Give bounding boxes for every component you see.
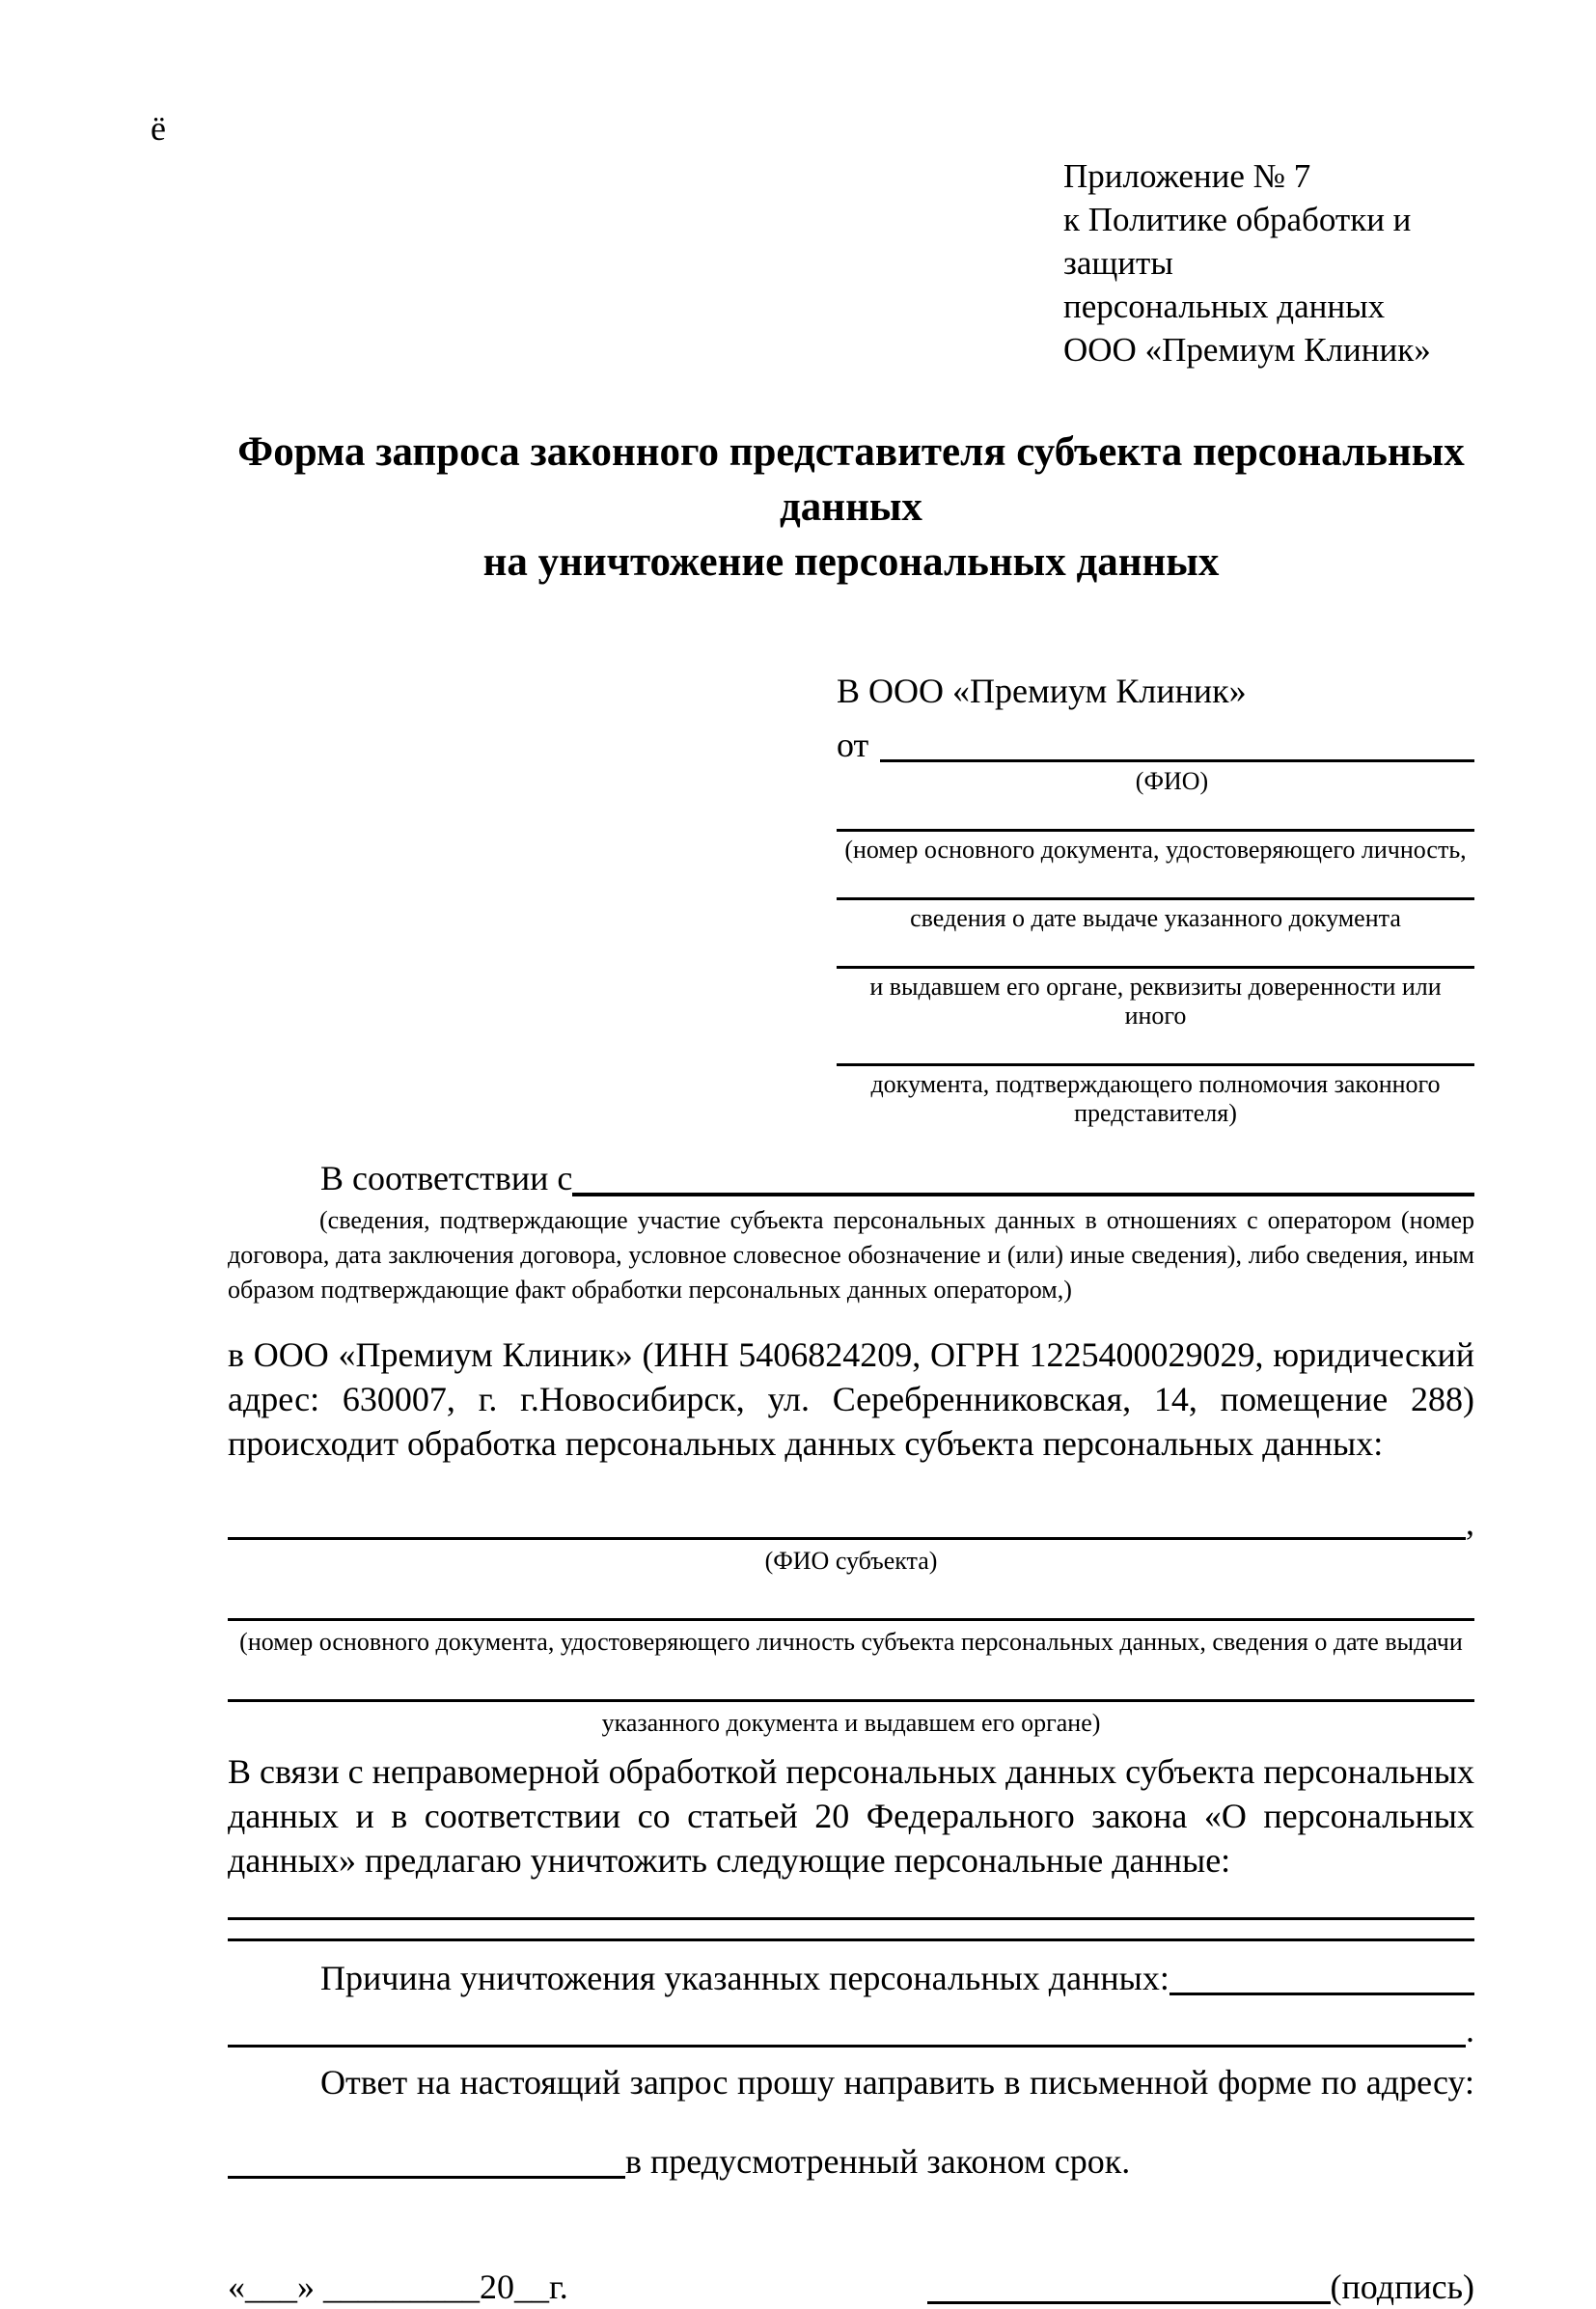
appendix-line-1: Приложение № 7 bbox=[1063, 157, 1311, 195]
representative-doc-caption-2: сведения о дате выдаче указанного документа bbox=[910, 904, 1401, 932]
signature-input-line[interactable] bbox=[927, 2265, 1331, 2304]
signature-caption: (подпись) bbox=[1330, 2268, 1474, 2306]
representative-doc-input-line-1[interactable] bbox=[837, 829, 1474, 832]
representative-doc-caption-3: и выдавшем его органе, реквизиты доверенности или иного bbox=[869, 973, 1442, 1030]
subject-trailing-comma: , bbox=[1466, 1503, 1474, 1542]
reason-lead: Причина уничтожения указанных персональных данных: bbox=[320, 1959, 1169, 1997]
stray-letter: ё bbox=[151, 109, 166, 148]
subject-fio-line bbox=[228, 1500, 1474, 1545]
representative-doc-input-line-4[interactable] bbox=[837, 1063, 1474, 1066]
unlawful-processing-paragraph: В связи с неправомерной обработкой персональных данных субъекта персональных данных и в соответствии со статьей 20 Федерального закона «О персональных данных» предлагаю уничтожить следующие персональные данные: bbox=[228, 1752, 1474, 1880]
subject-doc-line-1 bbox=[228, 1618, 1474, 1626]
data-to-destroy-line-2 bbox=[228, 1938, 1474, 1946]
reason-trailing-period: . bbox=[1466, 2011, 1474, 2049]
paragraph-indent bbox=[228, 1956, 320, 2000]
signature-block bbox=[927, 2265, 1474, 2309]
subject-doc-caption-2: указанного документа и выдавшем его органе) bbox=[601, 1709, 1101, 1737]
representative-doc-field-4 bbox=[837, 1063, 1474, 1128]
answer-address-line bbox=[228, 2139, 1474, 2184]
data-to-destroy-line-1 bbox=[228, 1917, 1474, 1925]
subject-fio-input-line[interactable] bbox=[228, 1500, 1466, 1540]
appendix-header bbox=[1063, 0, 1474, 371]
representative-doc-field-1 bbox=[837, 829, 1474, 865]
data-to-destroy-input-line-2[interactable] bbox=[228, 1938, 1474, 1941]
answer-tail: в предусмотренный законом срок. bbox=[625, 2142, 1131, 2181]
reason-line bbox=[228, 1956, 1474, 2000]
page-content bbox=[228, 0, 1474, 2309]
appendix-line-4: ООО «Премиум Клиник» bbox=[1063, 331, 1431, 369]
subject-doc-input-line-1[interactable] bbox=[228, 1618, 1474, 1621]
appendix-line-2: к Политике обработки и защиты bbox=[1063, 201, 1412, 282]
title-line-2: на уничтожение персональных данных bbox=[482, 539, 1220, 585]
subject-doc-caption-1: (номер основного документа, удостоверяющего личность субъекта персональных данных, сведения о дате выдачи bbox=[239, 1628, 1463, 1656]
fio-caption: (ФИО) bbox=[1135, 767, 1209, 795]
from-label: от bbox=[837, 726, 869, 764]
representative-doc-field-2 bbox=[837, 897, 1474, 933]
subject-fio-caption: (ФИО субъекта) bbox=[764, 1547, 938, 1575]
from-line bbox=[837, 723, 1474, 767]
representative-doc-caption-1: (номер основного документа, удостоверяющего личность, bbox=[844, 836, 1467, 864]
reason-input-line-1[interactable] bbox=[1169, 1956, 1474, 1995]
reason-continuation-line bbox=[228, 2008, 1474, 2052]
footer bbox=[228, 2265, 1474, 2309]
accordance-input-line[interactable] bbox=[572, 1155, 1474, 1196]
representative-doc-input-line-2[interactable] bbox=[837, 897, 1474, 900]
representative-doc-field-3 bbox=[837, 966, 1474, 1031]
address-input-line[interactable] bbox=[228, 2139, 625, 2179]
addressee-block bbox=[837, 669, 1474, 1128]
subject-doc-input-line-2[interactable] bbox=[228, 1699, 1474, 1702]
operator-paragraph: в ООО «Премиум Клиник» (ИНН 5406824209, ОГРН 1225400029029, юридический адрес: 630007, г. г.Новосибирск, ул. Серебренниковская, 14, помещение 288) происходит обработка персональных данных субъекта персональных данных: bbox=[228, 1335, 1474, 1463]
representative-doc-caption-4: документа, подтверждающего полномочия законного представителя) bbox=[870, 1070, 1441, 1127]
representative-doc-input-line-3[interactable] bbox=[837, 966, 1474, 969]
data-to-destroy-input-line-1[interactable] bbox=[228, 1917, 1474, 1920]
from-fio-input-line[interactable] bbox=[880, 723, 1474, 762]
reason-input-line-2[interactable] bbox=[228, 2008, 1466, 2048]
answer-request-paragraph: Ответ на настоящий запрос прошу направить в письменной форме по адресу: bbox=[320, 2063, 1474, 2102]
title-line-1: Форма запроса законного представителя субъекта персональных данных bbox=[237, 429, 1465, 530]
accordance-lead: В соответствии с bbox=[320, 1159, 573, 1197]
subject-doc-line-2 bbox=[228, 1699, 1474, 1707]
paragraph-indent bbox=[228, 1155, 320, 1201]
addressee-to: В ООО «Премиум Клиник» bbox=[837, 672, 1247, 710]
appendix-line-3: персональных данных bbox=[1063, 288, 1386, 325]
accordance-line bbox=[228, 1155, 1474, 1201]
date-field[interactable]: «___» _________20__г. bbox=[228, 2268, 568, 2306]
document-title bbox=[228, 425, 1474, 590]
accordance-note: (сведения, подтверждающие участие субъекта персональных данных в отношениях с оператором (номер договора, дата заключения договора, условное словесное обозначение и (или) иные сведения), либо сведения, иным образом подтверждающие факт обработки персональных данных оператором,) bbox=[228, 1206, 1474, 1304]
